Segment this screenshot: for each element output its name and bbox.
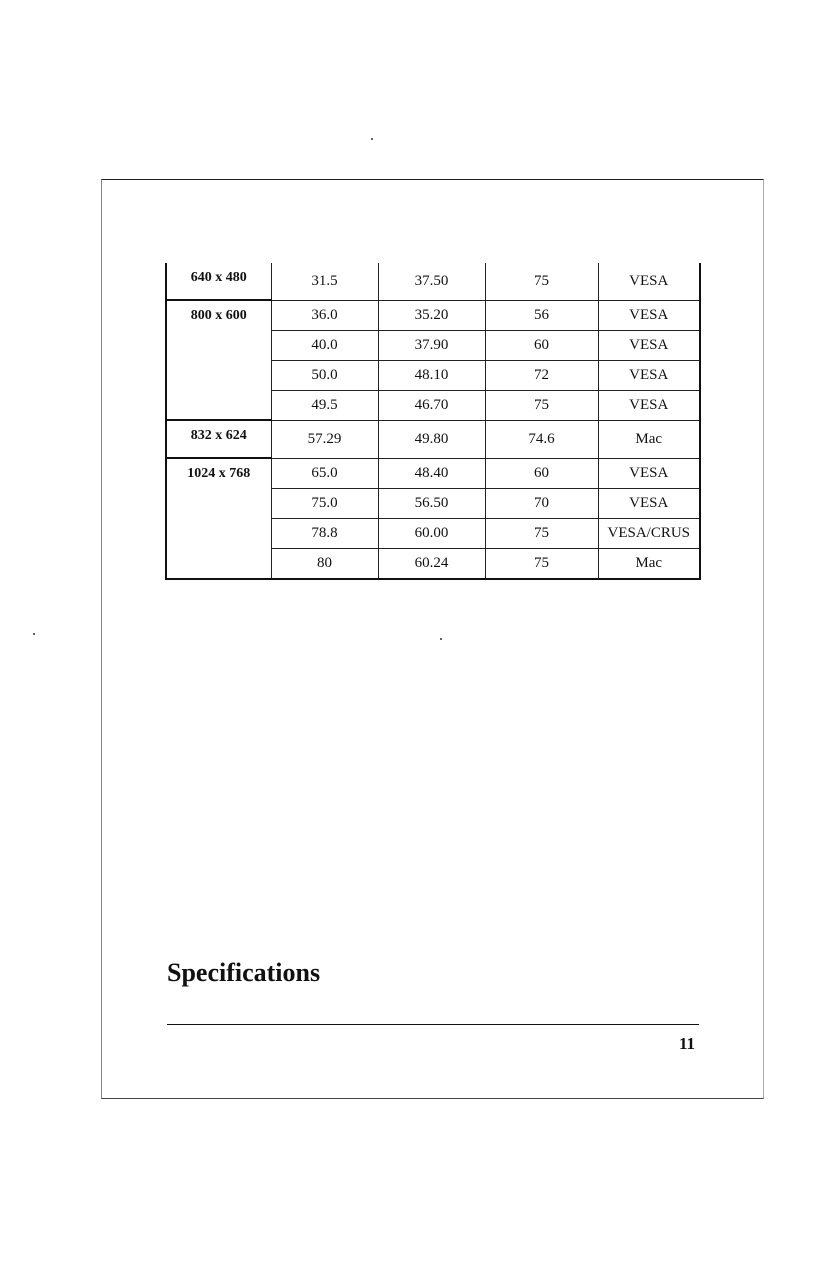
table-row — [166, 263, 700, 300]
scan-speck — [33, 633, 35, 635]
mode-cell: VESA/CRUS — [598, 518, 700, 548]
h-freq-cell: 31.5 — [271, 263, 378, 300]
resolution-cell: 800 x 600 — [166, 300, 271, 420]
refresh-cell: 60 — [485, 330, 598, 360]
v-freq-cell: 60.00 — [378, 518, 485, 548]
v-freq-cell: 49.80 — [378, 420, 485, 458]
mode-cell: VESA — [598, 390, 700, 420]
refresh-cell: 56 — [485, 300, 598, 330]
mode-cell: VESA — [598, 300, 700, 330]
mode-cell: Mac — [598, 548, 700, 579]
refresh-cell: 74.6 — [485, 420, 598, 458]
h-freq-cell: 36.0 — [271, 300, 378, 330]
h-freq-cell: 50.0 — [271, 360, 378, 390]
refresh-cell: 60 — [485, 458, 598, 488]
page-number: 11 — [678, 1034, 695, 1053]
mode-cell: VESA — [598, 488, 700, 518]
v-freq-cell: 35.20 — [378, 300, 485, 330]
table-row — [166, 300, 700, 330]
h-freq-cell: 80 — [271, 548, 378, 579]
v-freq-cell: 37.90 — [378, 330, 485, 360]
scan-speck — [371, 138, 373, 140]
h-freq-cell: 75.0 — [271, 488, 378, 518]
resolution-cell: 832 x 624 — [166, 420, 271, 458]
v-freq-cell: 60.24 — [378, 548, 485, 579]
refresh-cell: 72 — [485, 360, 598, 390]
mode-cell: VESA — [598, 458, 700, 488]
refresh-cell: 75 — [485, 263, 598, 300]
v-freq-cell: 56.50 — [378, 488, 485, 518]
mode-cell: Mac — [598, 420, 700, 458]
h-freq-cell: 49.5 — [271, 390, 378, 420]
refresh-cell: 75 — [485, 548, 598, 579]
mode-cell: VESA — [598, 360, 700, 390]
h-freq-cell: 65.0 — [271, 458, 378, 488]
resolution-cell: 1024 x 768 — [166, 458, 271, 579]
refresh-cell: 70 — [485, 488, 598, 518]
v-freq-cell: 46.70 — [378, 390, 485, 420]
section-title: Specifications — [167, 958, 321, 987]
table-row — [166, 420, 700, 458]
footer-divider — [167, 1024, 699, 1025]
refresh-cell: 75 — [485, 518, 598, 548]
h-freq-cell: 78.8 — [271, 518, 378, 548]
scan-speck — [440, 638, 442, 640]
mode-cell: VESA — [598, 330, 700, 360]
h-freq-cell: 40.0 — [271, 330, 378, 360]
h-freq-cell: 57.29 — [271, 420, 378, 458]
table-row — [166, 458, 700, 488]
v-freq-cell: 48.10 — [378, 360, 485, 390]
display-timing-table — [165, 263, 701, 580]
v-freq-cell: 37.50 — [378, 263, 485, 300]
resolution-cell: 640 x 480 — [166, 263, 271, 300]
mode-cell: VESA — [598, 263, 700, 300]
v-freq-cell: 48.40 — [378, 458, 485, 488]
refresh-cell: 75 — [485, 390, 598, 420]
